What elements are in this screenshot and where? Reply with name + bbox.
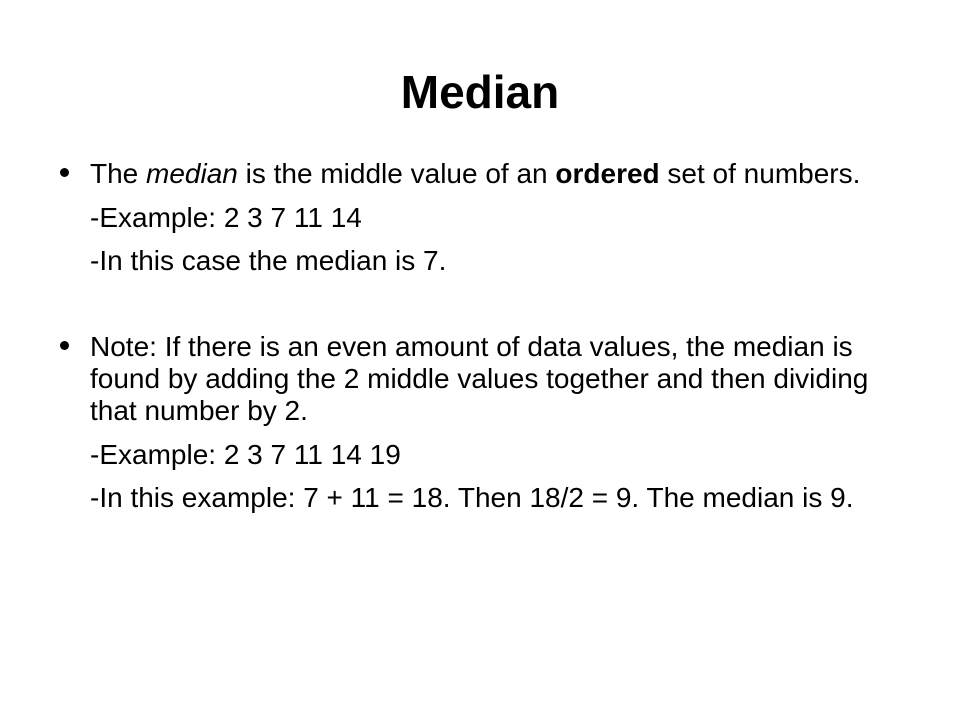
bullet-dot-icon [60, 168, 69, 177]
slide-title: Median [400, 66, 560, 118]
slide-body [60, 158, 920, 514]
bullet-note: Note: If there is an even amount of data values, the median is found by adding the 2 middle values together and then dividing that number by 2. [60, 331, 920, 427]
term-ordered: ordered [555, 158, 660, 189]
bullet-dot-icon [60, 341, 69, 350]
term-median: median [146, 158, 238, 189]
example-even: -Example: 2 3 7 11 14 19 [90, 439, 401, 470]
example-odd: -Example: 2 3 7 11 14 [90, 202, 362, 233]
bullet-definition: The median is the middle value of an ordered set of numbers. [60, 158, 920, 190]
result-even: -In this example: 7 + 11 = 18. Then 18/2 = 9. The median is 9. [90, 482, 854, 513]
result-odd: -In this case the median is 7. [90, 245, 447, 276]
